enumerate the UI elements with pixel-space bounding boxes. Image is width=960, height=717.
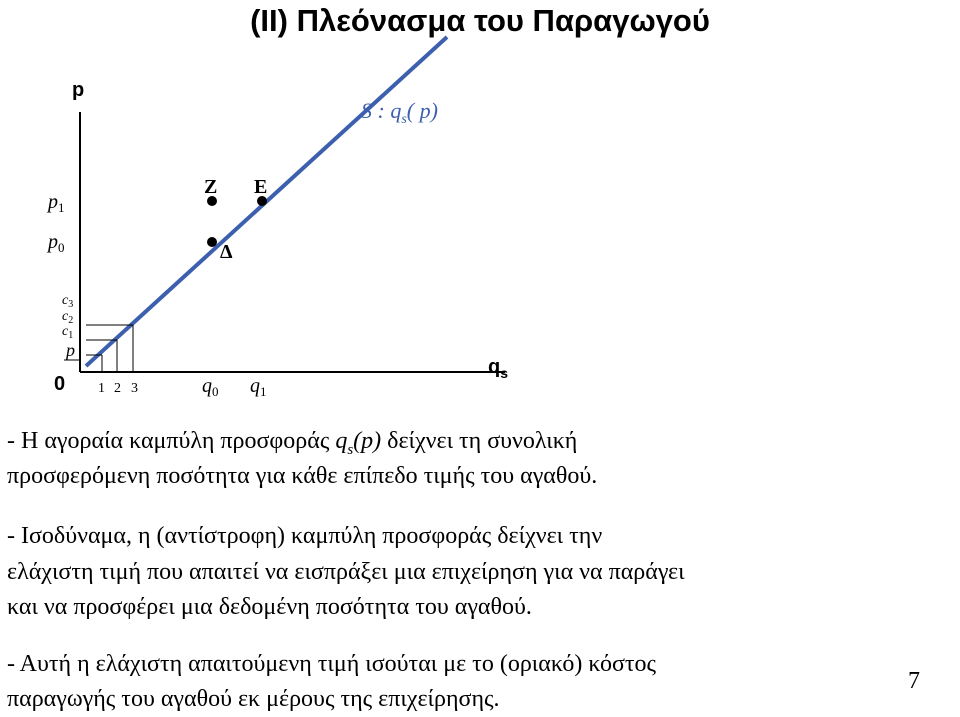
tick-p0: $p_0$ (48, 231, 65, 255)
point-label-d: Δ (220, 241, 233, 263)
small-tick-1: 1 (98, 381, 105, 396)
tick-p1: $p_1$ (48, 191, 65, 215)
tick-c1: $c_1$ (62, 324, 74, 341)
paragraph-1-line-1: - Η αγοραία καμπύλη προσφοράς $q_s(p)$ δείχνει τη συνολική (7, 428, 578, 458)
paragraph-1-line-2: προσφερόμενη ποσότητα για κάθε επίπεδο τιμής του αγαθού. (7, 463, 598, 489)
small-tick-3: 3 (131, 381, 138, 396)
tick-c3: $c_3$ (62, 293, 74, 310)
paragraph-2-line-2: ελάχιστη τιμή που απαιτεί να εισπράξει μια επιχείρηση για να παράγει (7, 559, 685, 585)
y-axis-label: p (72, 79, 85, 101)
paragraph-3-line-2: παραγωγής του αγαθού εκ μέρους της επιχείρησης. (7, 686, 500, 712)
slide-title: (II) Πλεόνασμα του Παραγωγού (250, 3, 710, 38)
point-label-z: Ζ (204, 176, 218, 198)
paragraph-2-line-3: και να προσφέρει μια δεδομένη ποσότητα του αγαθού. (7, 594, 532, 620)
point-d (207, 237, 217, 247)
origin-label: 0 (54, 373, 66, 395)
x-axis-label: $q_s$ (488, 356, 509, 381)
tick-q0: $q_0$ (202, 375, 219, 399)
point-label-e: Ε (254, 176, 268, 198)
tick-p: p (66, 340, 75, 360)
tick-q1: $q_1$ (250, 375, 267, 399)
page-number: 7 (908, 668, 920, 694)
tick-c2: $c_2$ (62, 309, 74, 326)
paragraph-2-line-1: - Ισοδύναμα, η (αντίστροφη) καμπύλη προσφοράς δείχνει την (7, 523, 603, 549)
small-tick-2: 2 (114, 381, 121, 396)
supply-curve-label: S : $q_s$( p) (361, 98, 438, 127)
paragraph-3-line-1: - Αυτή η ελάχιστη απαιτούμενη τιμή ισούται με το (οριακό) κόστος (7, 651, 657, 677)
